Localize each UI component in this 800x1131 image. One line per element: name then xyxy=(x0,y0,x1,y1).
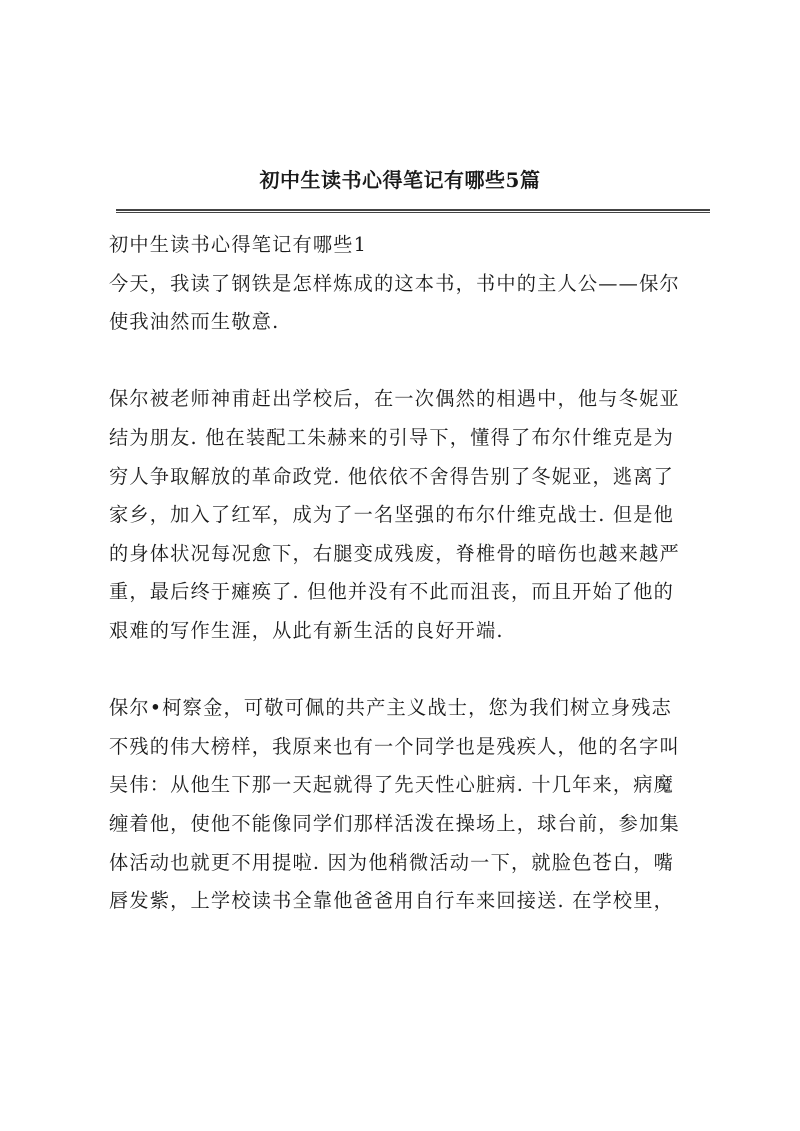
paragraph-line: 使我油然而生敬意. xyxy=(109,310,280,334)
paragraph-line: 体活动也就更不用提啦. 因为他稍微活动一下，就脸色苍白，嘴 xyxy=(109,850,675,874)
paragraph-2 xyxy=(109,380,715,650)
paragraph-line: 今天，我读了钢铁是怎样炼成的这本书，书中的主人公——保尔 xyxy=(109,271,680,295)
paragraph-line: 保尔被老师神甫赶出学校后，在一次偶然的相遇中，他与冬妮亚 xyxy=(109,387,680,411)
title-divider xyxy=(116,209,710,213)
paragraph-line: 穷人争取解放的革命政党. 他依依不舍得告别了冬妮亚，逃离了 xyxy=(109,464,675,488)
paragraph-line: 不残的伟大榜样，我原来也有一个同学也是残疾人，他的名字叫 xyxy=(109,734,680,758)
document-body xyxy=(109,226,715,921)
paragraph-line: 唇发紫，上学校读书全靠他爸爸用自行车来回接送. 在学校里， xyxy=(109,889,675,913)
paragraph-line: 重，最后终于瘫痪了. 但他并没有不此而沮丧，而且开始了他的 xyxy=(109,580,675,604)
paragraph-line: 吴伟：从他生下那一天起就得了先天性心脏病. 十几年来，病魔 xyxy=(109,773,675,797)
paragraph-line: 艰难的写作生涯，从此有新生活的良好开端. xyxy=(109,618,504,642)
paragraph-line: 家乡，加入了红军，成为了一名坚强的布尔什维克战士. 但是他 xyxy=(109,503,675,527)
section-heading xyxy=(109,226,715,265)
paragraph-line: 缠着他，使他不能像同学们那样活泼在操场上，球台前，参加集 xyxy=(109,811,680,835)
paragraph-3 xyxy=(109,689,715,921)
paragraph-line: 的身体状况每况愈下，右腿变成残废，脊椎骨的暗伤也越来越严 xyxy=(109,541,680,565)
section-heading-text: 初中生读书心得笔记有哪些1 xyxy=(109,233,368,256)
paragraph-line: 结为朋友. 他在装配工朱赫来的引导下，懂得了布尔什维克是为 xyxy=(109,425,675,449)
paragraph-1 xyxy=(109,265,715,342)
document-title: 初中生读书心得笔记有哪些5篇 xyxy=(259,168,541,192)
paragraph-line: 保尔•柯察金，可敬可佩的共产主义战士，您为我们树立身残志 xyxy=(109,696,672,720)
